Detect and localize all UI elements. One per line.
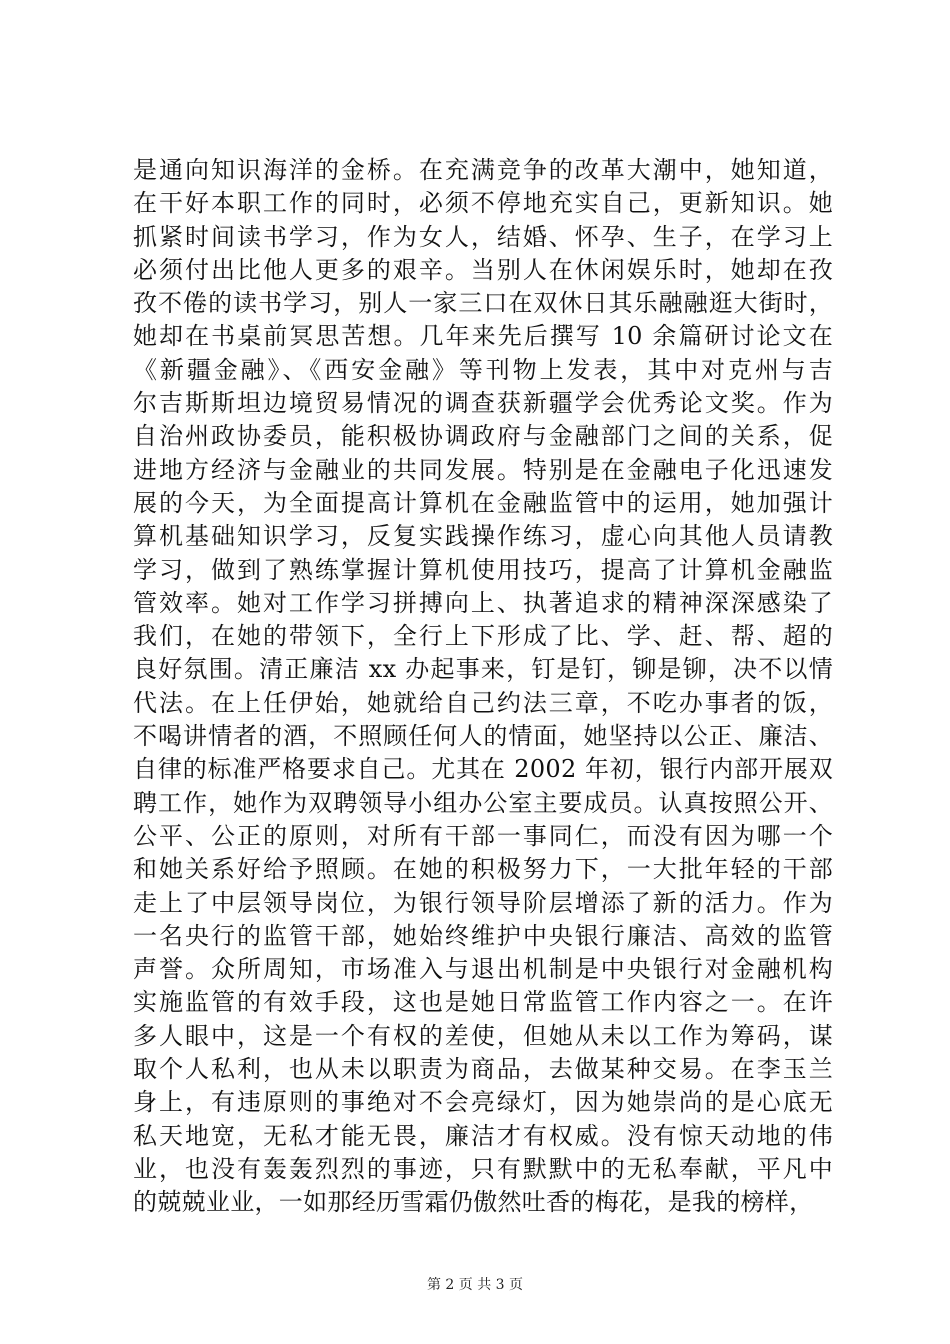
text-line: 实施监管的有效手段，这也是她日常监管工作内容之一。在许 xyxy=(133,988,833,1017)
page-number: 第 2 页 共 3 页 xyxy=(426,1277,524,1293)
text-line: 进地方经济与金融业的共同发展。特别是在金融电子化迅速发 xyxy=(133,455,833,484)
text-line: 一名央行的监管干部，她始终维护中央银行廉洁、高效的监管 xyxy=(133,921,833,950)
text-line: 必须付出比他人更多的艰辛。当别人在休闲娱乐时，她却在孜 xyxy=(133,255,833,284)
text-line: 自律的标准严格要求自己。尤其在 2002 年初，银行内部开展双 xyxy=(133,755,833,784)
text-line: 不喝讲情者的酒，不照顾任何人的情面，她坚持以公正、廉洁、 xyxy=(133,722,833,751)
text-line: 业，也没有轰轰烈烈的事迹，只有默默中的无私奉献，平凡中 xyxy=(133,1154,833,1183)
text-line: 身上，有违原则的事绝对不会亮绿灯，因为她崇尚的是心底无 xyxy=(133,1088,833,1117)
text-line: 学习，做到了熟练掌握计算机使用技巧，提高了计算机金融监 xyxy=(133,555,833,584)
text-line: 声誉。众所周知，市场准入与退出机制是中央银行对金融机构 xyxy=(133,955,833,984)
text-line: 展的今天，为全面提高计算机在金融监管中的运用，她加强计 xyxy=(133,488,833,517)
text-line: 我们，在她的带领下，全行上下形成了比、学、赶、帮、超的 xyxy=(133,622,833,651)
text-line: 聘工作，她作为双聘领导小组办公室主要成员。认真按照公开、 xyxy=(133,788,833,817)
body-text xyxy=(133,154,833,1220)
text-line: 和她关系好给予照顾。在她的积极努力下，一大批年轻的干部 xyxy=(133,855,833,884)
text-line: 尔吉斯斯坦边境贸易情况的调查获新疆学会优秀论文奖。作为 xyxy=(133,389,833,418)
text-line: 良好氛围。清正廉洁 xx 办起事来，钉是钉，铆是铆，决不以情 xyxy=(133,655,833,684)
text-line: 她却在书桌前冥思苦想。几年来先后撰写 10 余篇研讨论文在 xyxy=(133,322,833,351)
text-line: 代法。在上任伊始，她就给自己约法三章，不吃办事者的饭， xyxy=(133,688,833,717)
text-line: 《新疆金融》、《西安金融》等刊物上发表，其中对克州与吉 xyxy=(133,355,833,384)
text-line: 自治州政协委员，能积极协调政府与金融部门之间的关系，促 xyxy=(133,422,833,451)
page-footer xyxy=(0,1276,950,1294)
text-line: 是通向知识海洋的金桥。在充满竞争的改革大潮中，她知道， xyxy=(133,156,833,184)
text-line: 孜不倦的读书学习，别人一家三口在双休日其乐融融逛大街时， xyxy=(133,289,833,318)
text-line: 走上了中层领导岗位，为银行领导阶层增添了新的活力。作为 xyxy=(133,888,833,917)
text-line: 在干好本职工作的同时，必须不停地充实自己，更新知识。她 xyxy=(133,189,833,218)
text-line: 公平、公正的原则，对所有干部一事同仁，而没有因为哪一个 xyxy=(133,821,833,850)
text-line: 私天地宽，无私才能无畏，廉洁才有权威。没有惊天动地的伟 xyxy=(133,1121,833,1150)
text-line: 抓紧时间读书学习，作为女人，结婚、怀孕、生子，在学习上 xyxy=(133,222,833,251)
text-line: 取个人私利，也从未以职责为商品，去做某种交易。在李玉兰 xyxy=(133,1055,833,1084)
text-line: 算机基础知识学习，反复实践操作练习，虚心向其他人员请教 xyxy=(133,522,833,551)
text-line: 的兢兢业业，一如那经历雪霜仍傲然吐香的梅花，是我的榜样， xyxy=(133,1188,814,1217)
text-line: 多人眼中，这是一个有权的差使，但她从未以工作为筹码，谋 xyxy=(133,1021,833,1050)
text-line: 管效率。她对工作学习拼搏向上、执著追求的精神深深感染了 xyxy=(133,588,833,617)
